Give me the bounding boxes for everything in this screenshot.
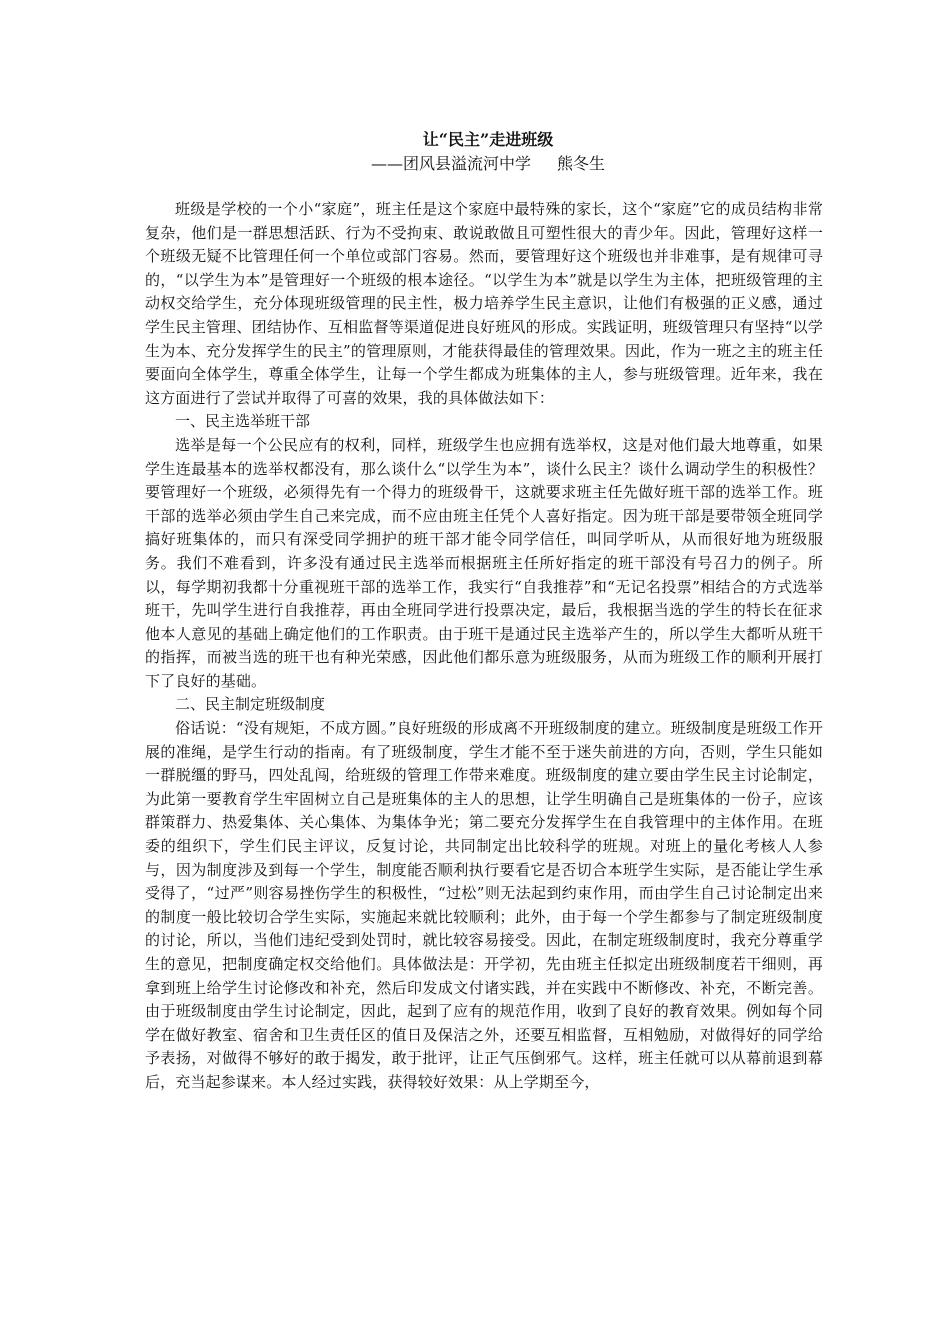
author-name: 熊冬生 <box>557 154 606 173</box>
document-page <box>145 128 823 1095</box>
document-title: 让“民主”走进班级 <box>422 130 554 149</box>
intro-paragraph: 班级是学校的一个小“家庭”，班主任是这个家庭中最特殊的家长，这个“家庭”它的成员结构非常复杂，他们是一群思想活跃、行为不受拘束、敢说敢做且可塑性很大的青少年。因此，管理好这样一个班级无疑不比管理任何一个单位或部门容易。然而，要管理好这个班级也并非难事，是有规律可寻的，“以学生为本”是管理好一个班级的根本途径。“以学生为本”就是以学生为主体，把班级管理的主动权交给学生，充分体现班级管理的民主性，极力培养学生民主意识，让他们有极强的正义感，通过学生民主管理、团结协作、互相监督等渠道促进良好班风的形成。实践证明，班级管理只有坚持“以学生为本、充分发挥学生的民主”的管理原则，才能获得最佳的管理效果。因此，作为一班之主的班主任要面向全体学生，尊重全体学生，让每一个学生都成为班集体的主人，参与班级管理。近年来，我在这方面进行了尝试并取得了可喜的效果，我的具体做法如下： <box>145 200 823 407</box>
document-subtitle <box>145 152 823 176</box>
section1-heading: 一、民主选举班干部 <box>175 412 311 431</box>
section1-paragraph: 选举是每一个公民应有的权利，同样，班级学生也应拥有选举权，这是对他们最大地尊重，如果学生连最基本的选举权都没有，那么谈什么“以学生为本”，谈什么民主？谈什么调动学生的积极性？要管理好一个班级，必须得先有一个得力的班级骨干，这就要求班主任先做好班干部的选举工作。班干部的选举必须由学生自己来完成，而不应由班主任凭个人喜好指定。因为班干部是要带领全班同学搞好班集体的，而只有深受同学拥护的班干部才能令同学信任，叫同学听从，从而很好地为班级服务。我们不难看到，许多没有通过民主选举而根据班主任所好指定的班干部没有号召力的例子。所以，每学期初我都十分重视班干部的选举工作，我实行“自我推荐”和“无记名投票”相结合的方式选举班干，先叫学生进行自我推荐，再由全班同学进行投票决定，最后，我根据当选的学生的特长在征求他本人意见的基础上确定他们的工作职责。由于班干是通过民主选举产生的，所以学生大都听从班干的指挥，而被当选的班干也有种光荣感，因此他们都乐意为班级服务，从而为班级工作的顺利开展打下了良好的基础。 <box>145 435 823 690</box>
section2-paragraph: 俗话说：“没有规矩，不成方圆。”良好班级的形成离不开班级制度的建立。班级制度是班级工作开展的准绳，是学生行动的指南。有了班级制度，学生才能不至于迷失前进的方向，否则，学生只能如一群脱缰的野马，四处乱闯，给班级的管理工作带来难度。班级制度的建立要由学生民主讨论制定，为此第一要教育学生牢固树立自己是班集体的主人的思想，让学生明确自己是班集体的一份子，应该群策群力、热爱集体、关心集体、为集体争光；第二要充分发挥学生在自我管理中的主体作用。在班委的组织下，学生们民主评议，反复讨论，共同制定出比较科学的班规。对班上的量化考核人人参与，因为制度涉及到每一个学生，制度能否顺利执行要看它是否切合本班学生实际，是否能让学生承受得了，“过严”则容易挫伤学生的积极性，“过松”则无法起到约束作用，而由学生自己讨论制定出来的制度一般比较切合学生实际，实施起来就比较顺利；此外，由于每一个学生都参与了制定班级制度的讨论，所以，当他们违纪受到处罚时，就比较容易接受。因此，在制定班级制度时，我充分尊重学生的意见，把制度确定权交给他们。具体做法是：开学初，先由班主任拟定出班级制度若干细则，再拿到班上给学生讨论修改和补充，然后印发成文付诸实践，并在实践中不断修改、补充，不断完善。由于班级制度由学生讨论制定，因此，起到了应有的规范作用，收到了良好的教育效果。例如每个同学在做好教室、宿舍和卫生责任区的值日及保洁之外，还要互相监督，互相勉励，对做得好的同学给予表扬，对做得不够好的敢于揭发，敢于批评，让正气压倒邪气。这样，班主任就可以从幕前退到幕后，充当起参谋来。本人经过实践，获得较好效果：从上学期至今， <box>145 719 823 1091</box>
author-affiliation: ——团风县溢流河中学 <box>370 154 531 173</box>
section2-heading: 二、民主制定班级制度 <box>175 695 326 714</box>
